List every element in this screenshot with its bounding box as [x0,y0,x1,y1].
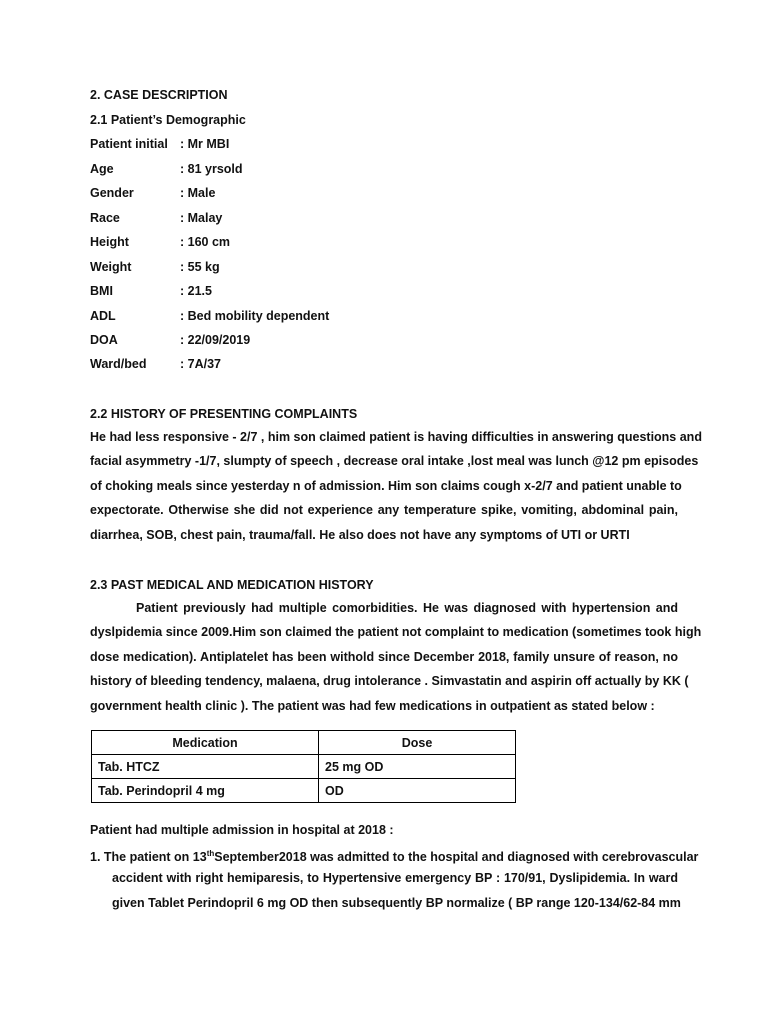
admissions-intro: Patient had multiple admission in hospital at 2018 : [90,823,394,837]
demographic-value: : Mr MBI [180,137,230,151]
paragraph-line: dyslpidemia since 2009.Him son claimed the patient not complaint to medication (sometimes took high [90,625,702,640]
paragraph-line: expectorate. Otherwise she did not experience any temperature spike, vomiting, abdominal pain, [90,503,678,518]
demographic-label: ADL [90,309,116,323]
past-history-heading: 2.3 PAST MEDICAL AND MEDICATION HISTORY [90,578,374,592]
paragraph-line: government health clinic ). The patient was had few medications in outpatient as stated below : [90,698,655,713]
demographic-label: Weight [90,260,132,274]
section-heading: 2. CASE DESCRIPTION [90,88,228,102]
admission-line: given Tablet Perindopril 6 mg OD then subsequently BP normalize ( BP range 120-134/62-84 mm [112,895,681,910]
demographic-value: : 7A/37 [180,357,221,371]
past-history-paragraph [90,596,702,718]
demographic-label: Ward/bed [90,357,147,371]
demographic-label: DOA [90,333,118,347]
paragraph-line: dose medication). Antiplatelet has been withold since December 2018, family unsure of reason, no [90,649,678,664]
demographic-label: Gender [90,186,134,200]
paragraph-line: facial asymmetry -1/7, slumpty of speech , decrease oral intake ,lost meal was lunch @12 pm episodes [90,454,699,469]
paragraph-line: diarrhea, SOB, chest pain, trauma/fall. He also does not have any symptoms of UTI or URTI [90,527,630,542]
demographic-value: : Bed mobility dependent [180,309,330,323]
admission-line: accident with right hemiparesis, to Hypertensive emergency BP : 170/91, Dyslipidemia. In ward [112,871,678,886]
demographic-value: : 21.5 [180,284,212,298]
demographic-value: : 55 kg [180,260,220,274]
admission-prefix: 1. The patient on 13 [90,850,207,864]
table-cell-dose: OD [319,779,516,803]
table-row [92,779,516,803]
history-paragraph [90,425,702,547]
table-header-dose: Dose [319,731,516,755]
demographic-label: BMI [90,284,113,298]
paragraph-line: He had less responsive - 2/7 , him son claimed patient is having difficulties in answering questions and [90,430,702,444]
paragraph-line: Patient previously had multiple comorbidities. He was diagnosed with hypertension and [136,601,678,615]
table-cell-medication: Tab. Perindopril 4 mg [92,779,319,803]
history-heading: 2.2 HISTORY OF PRESENTING COMPLAINTS [90,407,358,421]
admission-line [90,842,699,866]
admission-rest: September2018 was admitted to the hospital and diagnosed with cerebrovascular [214,850,699,864]
demographic-value: : Male [180,186,216,200]
demographic-label: Age [90,162,114,176]
demographic-value: : 22/09/2019 [180,333,251,347]
table-cell-medication: Tab. HTCZ [92,755,319,779]
medication-table [91,730,516,803]
paragraph-line: of choking meals since yesterday n of admission. Him son claims cough x-2/7 and patient unable to [90,478,682,493]
table-cell-dose: 25 mg OD [319,755,516,779]
table-header-medication: Medication [92,731,319,755]
demographic-value: : 160 cm [180,235,231,249]
demographic-value: : 81 yrsold [180,162,243,176]
ordinal-suffix: th [206,849,215,858]
demographic-label: Race [90,211,120,225]
table-header-row [92,731,516,755]
paragraph-line: history of bleeding tendency, malaena, drug intolerance . Simvastatin and aspirin off actually by KK ( [90,674,689,689]
demographic-label: Height [90,235,129,249]
demographic-label: Patient initial [90,137,168,151]
table-row [92,755,516,779]
admission-item-1 [90,842,699,915]
demographic-heading: 2.1 Patient’s Demographic [90,113,246,127]
demographic-value: : Malay [180,211,223,225]
